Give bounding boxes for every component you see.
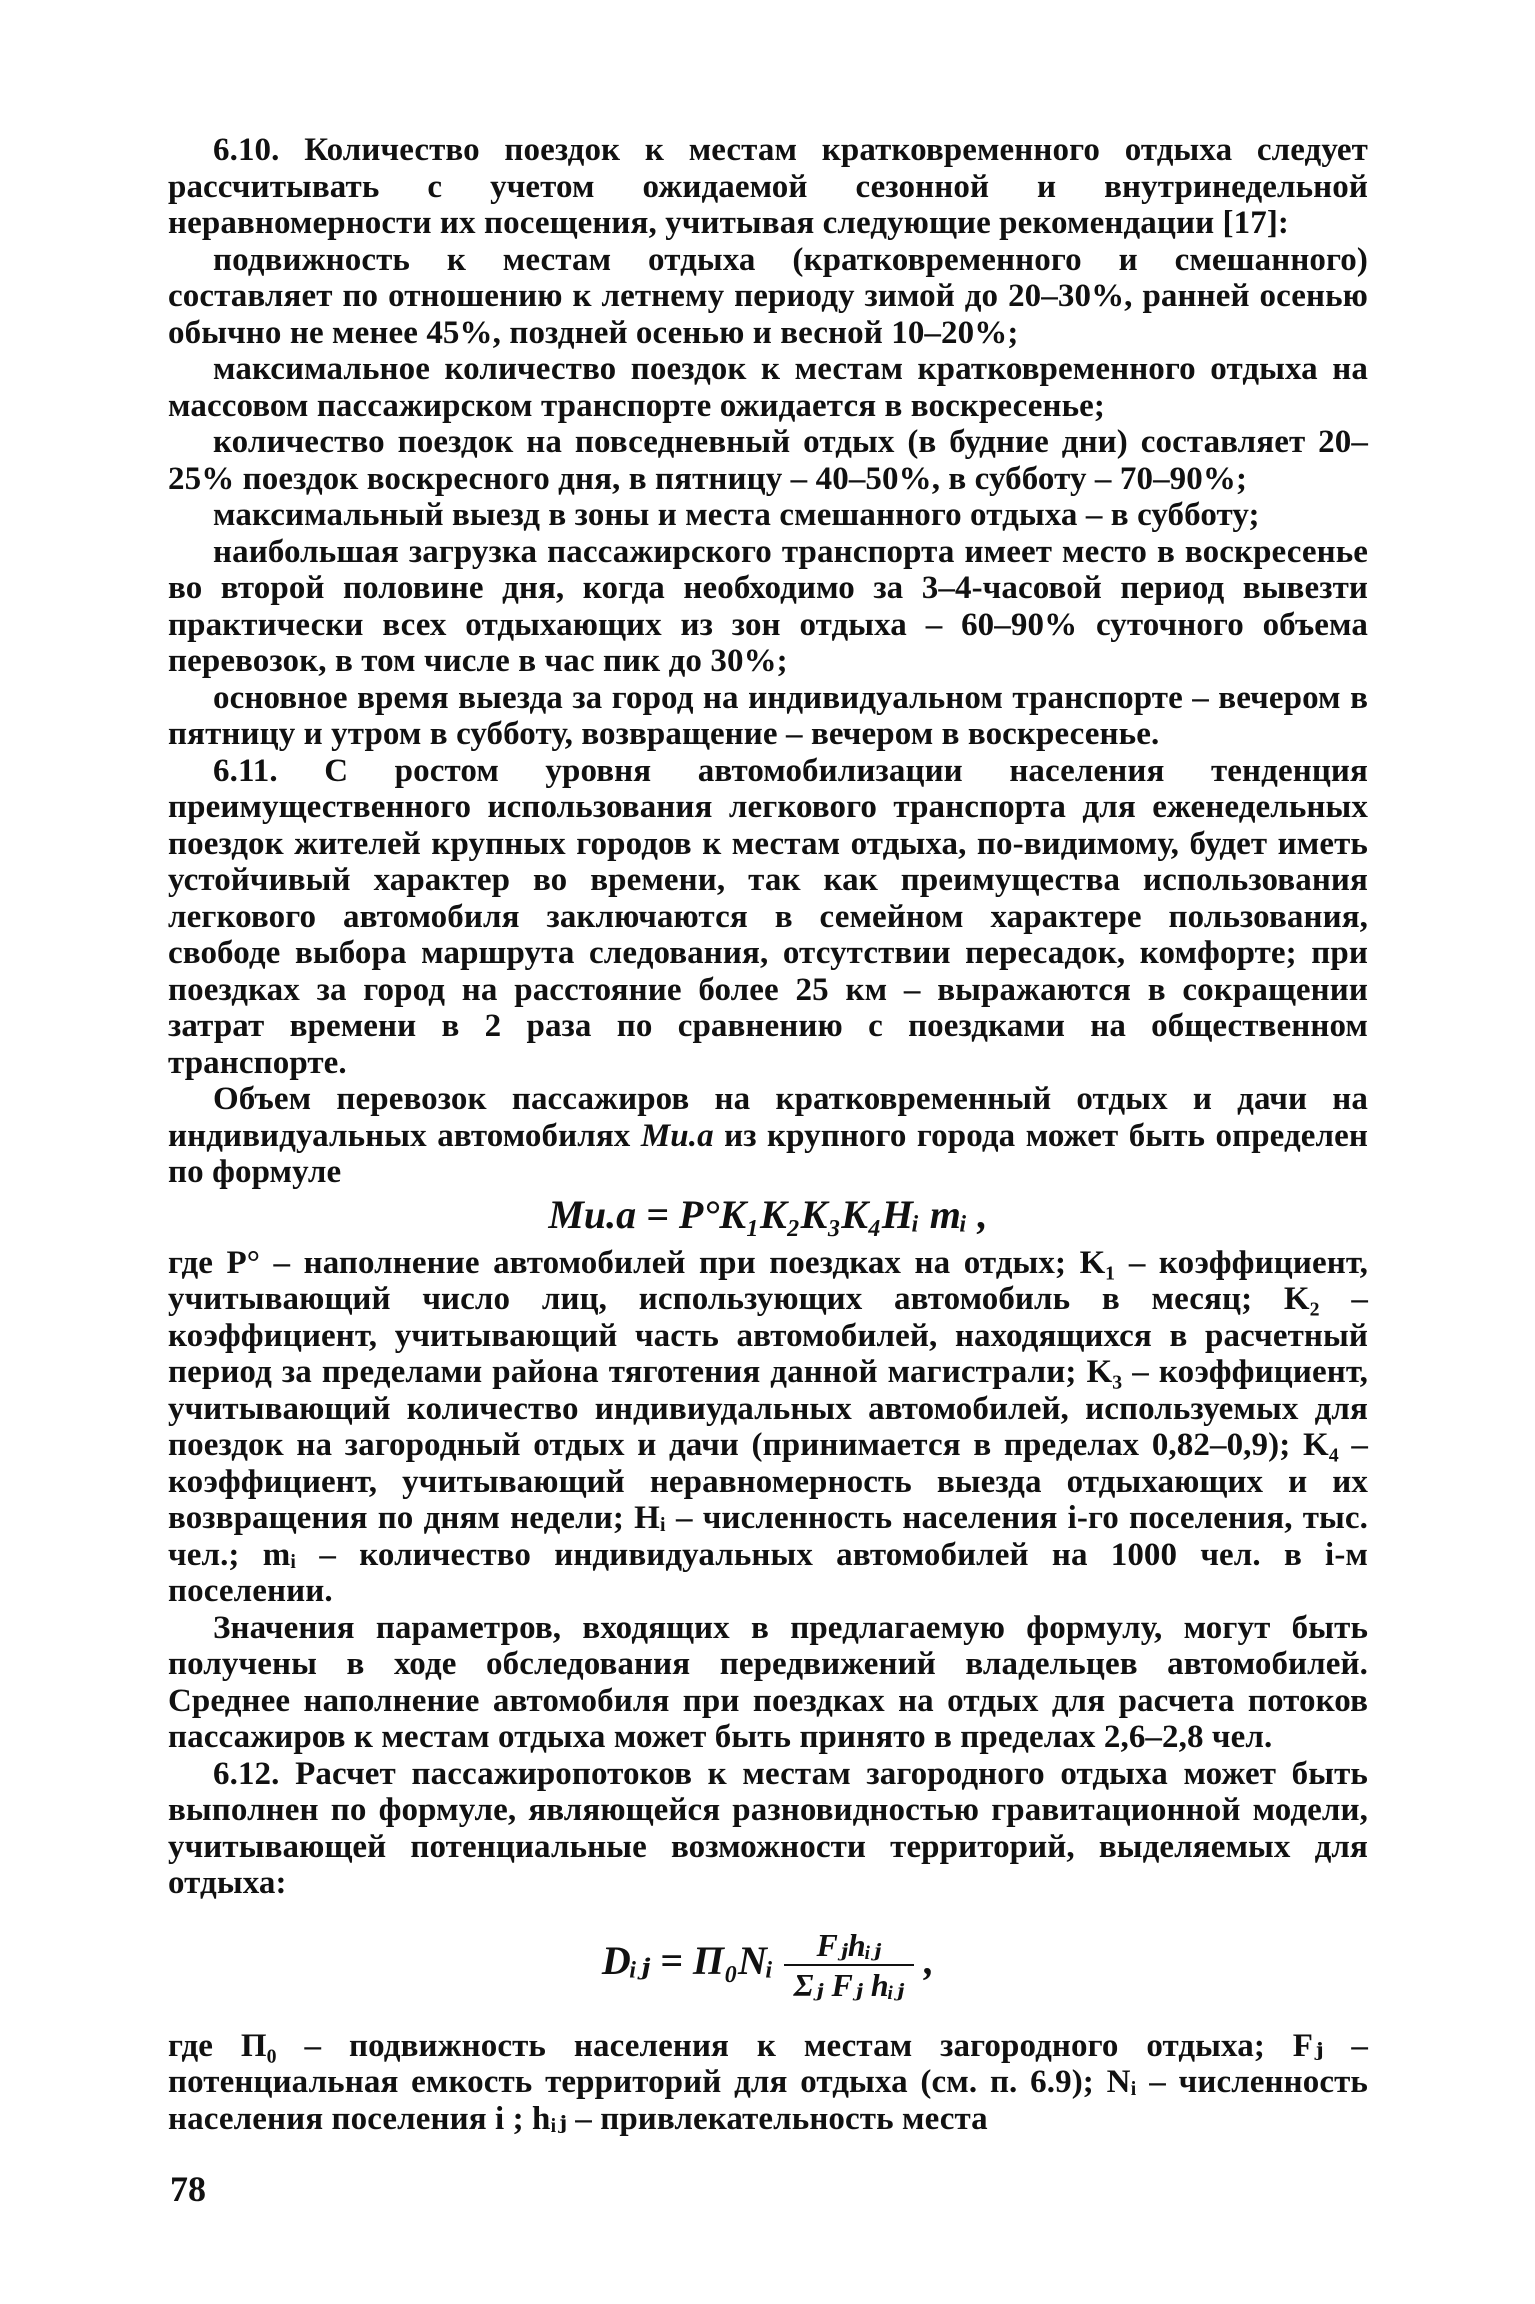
formula-d-i-j [168, 1926, 1368, 2022]
paragraph-6-12 [168, 1756, 1368, 1902]
section-number-6-12: 6.12. [213, 1755, 280, 1792]
formula-d-i-j-numerator: Fⱼhᵢⱼ [784, 1926, 914, 1966]
formula-m-i-a-text: Mи.а = P°K₁K₂K₃K₄Hᵢ mᵢ , [548, 1191, 988, 1237]
list-item: основное время выезда за город на индивидуальном транспорте – вечером в пятницу и утром в субботу, возвращение – вечером в воскресенье. [168, 679, 1368, 752]
page-number: 78 [170, 2169, 206, 2209]
volume-symbol: Mи.а [640, 1117, 714, 1154]
formula-d-i-j-denominator: Σⱼ Fⱼ hᵢⱼ [793, 1966, 905, 2003]
formula-d-i-j-fraction [784, 1926, 914, 2004]
paragraph-6-10-intro [168, 132, 1368, 242]
list-item: наибольшая загрузка пассажирского транспорта имеет место в воскресенье во второй половине дня, когда необходимо за 3–4-часовой период вывезти практически всех отдыхающих из зон отдыха – 60–90% суточного объема перевозок, в том числе в час пик до 30%; [168, 533, 1368, 679]
volume-text: Объем перевозок пассажиров на кратковременный отдых и дачи на индивидуальных автомобилях [168, 1081, 1368, 1154]
formula-d-i-j-lhs: Dᵢⱼ = П₀Nᵢ [601, 1937, 774, 1983]
list-item: максимальный выезд в зоны и места смешанного отдыха – в субботу; [213, 497, 1260, 533]
formula-m-i-a [168, 1191, 1368, 1245]
list-item: количество поездок на повседневный отдых (в будние дни) составляет 20–25% поездок воскресного дня, в пятницу – 40–50%, в субботу – 70–90%; [168, 424, 1368, 497]
section-number-6-10: 6.10. [213, 132, 280, 168]
paragraph-values: Значения параметров, входящих в предлагаемую формулу, могут быть получены в ходе обследования передвижений владельцев автомобилей. Среднее наполнение автомобиля при поездках на отдых для расчета потоков пассажиров к местам отдыха может быть принято в пределах 2,6–2,8 чел. [168, 1609, 1368, 1755]
document-page [168, 132, 1368, 2137]
paragraph-where-6-11: где P° – наполнение автомобилей при поездках на отдых; K₁ – коэффициент, учитывающий число лиц, использующих автомобиль в месяц; K₂ – коэффициент, учитывающий часть автомобилей, находящихся в расчетный период за пределами района тяготения данной магистрали; K₃ – коэффициент, учитывающий количество индивиудальных автомобилей, используемых для поездок на загородный отдых и дачи (принимается в пределах 0,82–0,9); K₄ – коэффициент, учитывающий неравномерность выезда отдыхающих и их возвращения по дням недели; Hᵢ – численность населения i-го поселения, тыс. чел.; mᵢ – количество индивидуальных автомобилей на 1000 чел. в i-м поселении. [168, 1244, 1368, 1609]
section-6-10-intro-text: Количество поездок к местам кратковременного отдыха следует рассчитывать с учетом ожидаемой сезонной и внутринедельной неравномерности их посещения, учитывая следующие рекомендации [17]: [168, 132, 1368, 241]
list-item: подвижность к местам отдыха (кратковременного и смешанного) составляет по отношению к летнему периоду зимой до 20–30%, ранней осенью обычно не менее 45%, поздней осенью и весной 10–20%; [168, 241, 1368, 351]
list-item: максимальное количество поездок к местам кратковременного отдыха на массовом пассажирском транспорте ожидается в воскресенье; [168, 351, 1368, 424]
section-6-11-text: С ростом уровня автомобилизации населения тенденция преимущественного использования легкового транспорта для еженедельных поездок жителей крупных городов к местам отдыха, по-видимому, будет иметь устойчивый характер во времени, так как преимущества использования легкового автомобиля заключаются в семейном характере пользования, свободе выбора маршрута следования, отсутствии пересадок, комфорте; при поездках за город на расстояние более 25 км – выражаются в сокращении затрат времени в 2 раза по сравнению с поездками на общественном транспорте. [168, 752, 1368, 1081]
section-6-12-text: Расчет пассажиропотоков к местам загородного отдыха может быть выполнен по формуле, являющейся разновидностью гравитационной модели, учитывающей потенциальные возможности территорий, выделяемых для отдыха: [168, 1755, 1368, 1901]
formula-d-i-j-tail: , [924, 1937, 935, 1983]
section-number-6-11: 6.11. [213, 752, 278, 789]
paragraph-6-11 [168, 753, 1368, 1082]
paragraph-where-6-12: где П₀ – подвижность населения к местам загородного отдыха; Fⱼ – потенциальная емкость территорий для отдыха (см. п. 6.9); Nᵢ – численность населения поселения i ; hᵢⱼ – привлекательность места [168, 2027, 1368, 2137]
volume-text-2: из крупного города может быть определен по формуле [168, 1117, 1368, 1190]
paragraph-volume [168, 1081, 1368, 1191]
